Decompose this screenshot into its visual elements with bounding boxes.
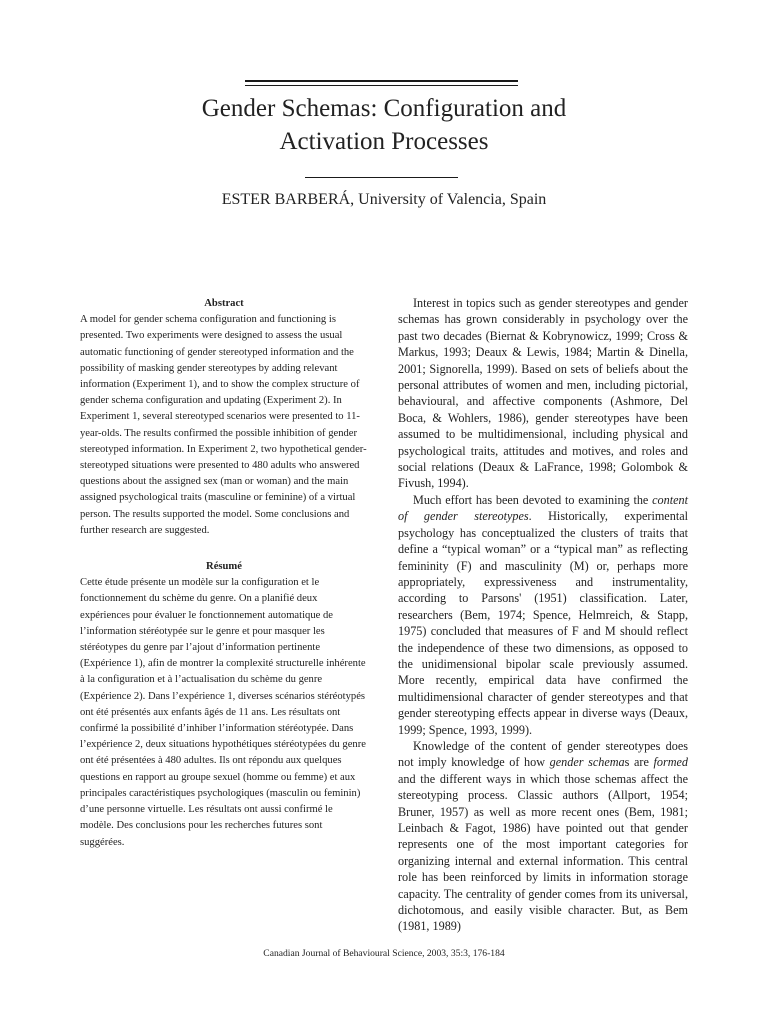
emphasis-gender-schema: gender schema (549, 755, 625, 770)
left-column (80, 296, 368, 851)
author-rule (305, 177, 458, 178)
emphasis-formed: formed (653, 755, 688, 770)
resume-text: Cette étude présente un modèle sur la configuration et le fonctionnement du schème du genre. On a planifié deux expériences pour évaluer le fonctionnement automatique de l’information stéréotypée sur le genre et pour masquer les stéréotypes du genre par l’ajout d’information pertinente (Expérience 1), afin de montrer la complexité structurelle inhérente à la configuration et à l’actualisation du schème du genre (Expérience 2). Dans l’expérience 1, diverses scénarios stéréotypés ont été présentés aux enfants âgés de 11 ans. Les résultats ont confirmé la possibilité d’inhiber l’information stéréotypée. Dans l’expérience 2, deux situations hypothétiques stéréotypées du genre ont été présentées à 480 adultes. Ils ont répondu aux quelques questions en rapport au groupe sexuel (homme ou femme) et aux principales caractéristiques psychologiques (masculin ou feminin) d’une personne virtuelle. Les résultats ont aussi confirmé le modèle. Des conclusions pour les recherches futures sont suggérées. (80, 577, 366, 848)
emphasis-content-of-gender-stereotypes: content of gender stereotypes (398, 492, 688, 524)
title-line-2: Activation Processes (279, 128, 489, 155)
page-title (0, 92, 768, 158)
title-rule-thin (245, 85, 518, 86)
body-paragraph-2: Much effort has been devoted to examining the content of gender stereotypes. Historically, experimental psychology has conceptualized the clusters of traits that define a “typical woman” or a “typical man” as reflecting femininity (F) and masculinity (M) or, perhaps more appropriately, expressiveness and instrumentality, according to Parsons' (1951) classification. Later, researchers (Bem, 1974; Spence, Helmreich, & Stapp, 1975) concluded that measures of F and M should reflect the independence of these two dimensions, as opposed to the unidimensional bipolar scale previously assumed. More recently, empirical data have confirmed the multidimensional character of gender stereotypes and that gender stereotyping effects appear in diverse ways (Deaux, 1999; Spence, 1993, 1999). (398, 492, 688, 737)
abstract-heading: Abstract (204, 298, 244, 309)
abstract-text: A model for gender schema configuration and functioning is presented. Two experiments were designed to assess the usual automatic functioning of gender stereotyped information and the possibility of masking gender stereotypes by adding relevant information (Experiment 1), and to show the complex structure of gender schema configuration and updating (Experiment 2). In Experiment 1, several stereotyped scenarios were presented to 11-year-olds. The results confirmed the possible inhibition of gender stereotyped information. In Experiment 2, two hypothetical gender-stereotyped situations were presented to 480 adults who answered questions about the assigned sex (man or woman) and the main assigned psychological traits (masculine or feminine) of a virtual person. The results supported the model. Some conclusions and further research are suggested. (80, 314, 367, 536)
journal-footer: Canadian Journal of Behavioural Science, 2003, 35:3, 176-184 (263, 948, 505, 959)
resume-heading: Résumé (206, 561, 242, 573)
title-rule-thick (245, 80, 518, 82)
body-paragraph-1: Interest in topics such as gender stereotypes and gender schemas has grown considerably in psychology over the past two decades (Biernat & Kobrynowicz, 1999; Cross & Markus, 1993; Deaux & Lewis, 1984; Martin & Dinella, 2001; Signorella, 1999). Based on sets of beliefs about the personal attributes of women and men, including pictorial, behavioural, and affective components (Ashmore, Del Boca, & Wohlers, 1986), gender stereotypes have been assumed to be multidimensional, including physical and psychological traits, attitudes and motives, and roles and social relations (Deaux & LaFrance, 1998; Golombok & Fivush, 1994). (398, 296, 688, 491)
body-paragraph-3: Knowledge of the content of gender stereotypes does not imply knowledge of how gender schemas are formed and the different ways in which those schemas affect the stereotyping process. Classic authors (Allport, 1954; Bruner, 1957) as well as more recent ones (Bem, 1981; Leinbach & Fagot, 1986) have pointed out that gender represents one of the most important categories for organizing internal and external information. This central role has been reinforced by limits in information storage capacity. The centrality of gender comes from its universal, dichotomous, and easily visible character. But, as Bem (1981, 1989) (398, 738, 688, 934)
author-line: ESTER BARBERÁ, University of Valencia, Spain (221, 191, 547, 208)
right-column (398, 295, 688, 935)
title-line-1: Gender Schemas: Configuration and (201, 95, 567, 122)
